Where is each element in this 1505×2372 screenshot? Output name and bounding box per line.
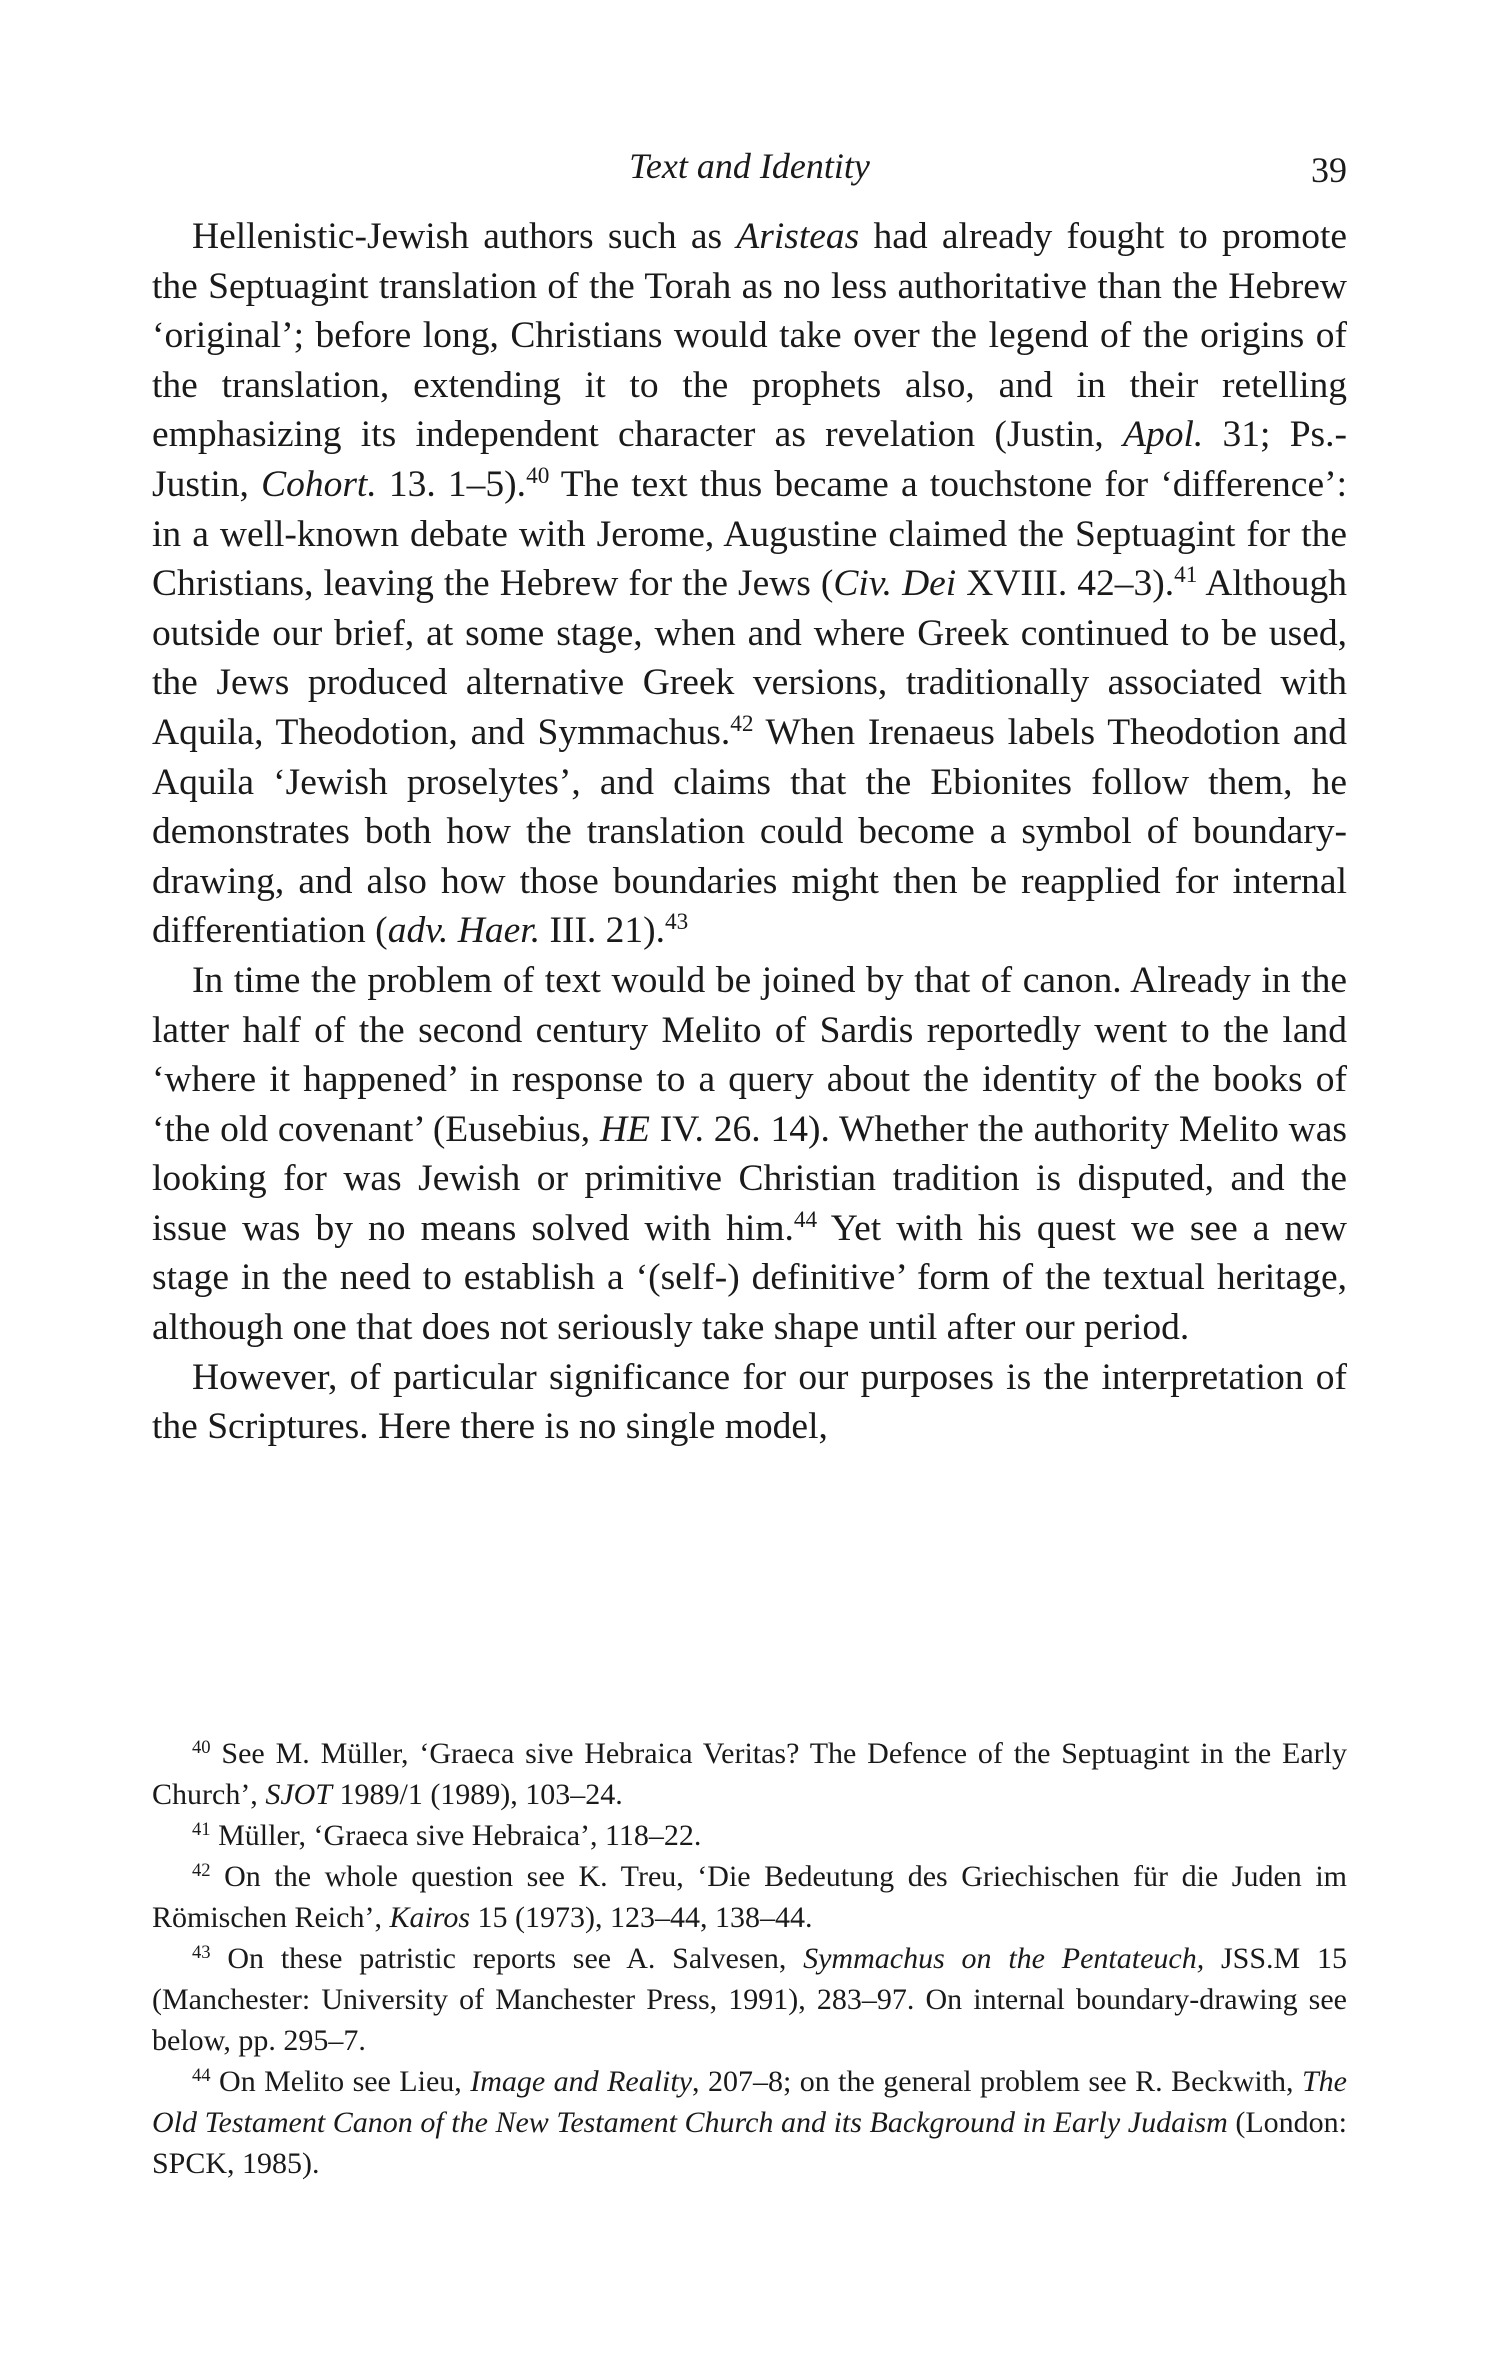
italic-title: Cohort. bbox=[261, 463, 377, 505]
italic-title: adv. Haer. bbox=[387, 910, 541, 952]
italic-title: Aristeas bbox=[736, 216, 860, 257]
text-run: On Melito see Lieu, bbox=[210, 2065, 471, 2098]
footnote-41 bbox=[152, 1815, 1347, 1856]
body-text bbox=[152, 212, 1347, 1452]
text-run: Although outside our brief, at some stage, when and where Greek continued to be used, the Jews produced alternative Greek versions, traditionally associated with Aquila, Theodotion, and Symmachus. bbox=[152, 563, 1347, 753]
text-run: In time the problem of text would be joined by that of canon. Already in the latter half of the second century Melito of Sardis reportedly went to the land ‘where it happened’ in response to a query about the identity of the books of ‘the old covenant’ (Eusebius, bbox=[152, 959, 1347, 1150]
text-run: (London: SPCK, 1985). bbox=[152, 2106, 1347, 2180]
footnote-ref-44[interactable]: 44 bbox=[793, 1207, 818, 1234]
footnote-44 bbox=[152, 2061, 1347, 2184]
text-run: Müller, ‘Graeca sive Hebraica’, 118–22. bbox=[210, 1819, 702, 1852]
text-run: JSS.M 15 (Manchester: University of Manchester Press, 1991), 283–97. On internal boundary-drawing see below, pp. 295–7. bbox=[152, 1942, 1347, 2057]
footnote-number: 43 bbox=[192, 1941, 211, 1963]
footnote-43 bbox=[152, 1938, 1347, 2061]
text-run: 1989/1 (1989), 103–24. bbox=[331, 1778, 623, 1811]
italic-title: Apol. bbox=[1123, 414, 1204, 456]
italic-title: SJOT bbox=[265, 1778, 332, 1811]
italic-title: HE bbox=[599, 1108, 650, 1150]
text-run: Yet with his quest we see a new stage in the need to establish a ‘(self-) definitive’ form of the textual heritage, although one that does not seriously take shape until after our period. bbox=[152, 1207, 1347, 1349]
text-run: 15 (1973), 123–44, 138–44. bbox=[470, 1901, 813, 1934]
footnote-number: 44 bbox=[192, 2064, 211, 2086]
footnote-ref-43[interactable]: 43 bbox=[665, 909, 689, 936]
text-run: IV. 26. 14). Whether the authority Melito was looking for was Jewish or primitive Christian tradition is disputed, and the issue was by no means solved with him. bbox=[152, 1108, 1347, 1249]
text-run: On the whole question see K. Treu, ‘Die Bedeutung des Griechischen für die Juden im Römischen Reich’, bbox=[152, 1860, 1347, 1934]
footnote-ref-42[interactable]: 42 bbox=[730, 711, 754, 738]
footnote-number: 41 bbox=[192, 1818, 211, 1840]
text-run: 13. 1–5). bbox=[376, 463, 527, 505]
italic-title: Symmachus on the Pentateuch, bbox=[803, 1942, 1205, 1975]
text-run: Hellenistic-Jewish authors such as bbox=[192, 216, 737, 257]
text-run: See M. Müller, ‘Graeca sive Hebraica Veritas? The Defence of the Septuagint in the Early Church’, bbox=[152, 1737, 1347, 1811]
footnote-ref-40[interactable]: 40 bbox=[526, 463, 550, 490]
text-run: However, of particular significance for our purposes is the interpretation of the Scriptures. Here there is no single model, bbox=[152, 1356, 1347, 1448]
text-run: 31; Ps.-Justin, bbox=[152, 414, 1347, 505]
footnote-number: 42 bbox=[192, 1859, 211, 1881]
text-run: The text thus became a touchstone for ‘difference’: in a well-known debate with Jerome, Augustine claimed the Septuagint for the Christians, leaving the Hebrew for the Jews ( bbox=[152, 463, 1347, 605]
footnote-40 bbox=[152, 1733, 1347, 1815]
italic-title: Image and Reality bbox=[470, 2065, 693, 2098]
page-number: 39 bbox=[1311, 150, 1347, 190]
text-run: III. 21). bbox=[540, 910, 666, 952]
footnote-ref-41[interactable]: 41 bbox=[1174, 562, 1198, 589]
italic-title: The Old Testament Canon of the New Testament Church and its Background in Early Judaism bbox=[152, 2065, 1347, 2139]
text-run: When Irenaeus labels Theodotion and Aquila ‘Jewish proselytes’, and claims that the Ebionites follow them, he demonstrates both how the translation could become a symbol of boundary-drawing, and also how those boundaries might then be reapplied for internal differentiation ( bbox=[152, 711, 1348, 952]
footnotes bbox=[152, 1733, 1347, 2184]
paragraph-2 bbox=[152, 956, 1347, 1353]
text-run: On these patristic reports see A. Salvesen, bbox=[210, 1942, 804, 1975]
italic-title: Kairos bbox=[389, 1901, 471, 1934]
footnote-42 bbox=[152, 1856, 1347, 1938]
running-title: Text and Identity bbox=[629, 146, 870, 186]
text-run: had already fought to promote the Septuagint translation of the Torah as no less authoritative than the Hebrew ‘original’; before long, Christians would take over the legend of the origins of the translation, extending it to the prophets also, and in their retelling emphasizing its independent character as revelation (Justin, bbox=[152, 216, 1348, 456]
text-run: XVIII. 42–3). bbox=[956, 563, 1175, 605]
page-header bbox=[152, 138, 1347, 194]
paragraph-3 bbox=[152, 1353, 1347, 1452]
text-run: , 207–8; on the general problem see R. Beckwith, bbox=[692, 2065, 1302, 2098]
footnote-number: 40 bbox=[192, 1736, 211, 1758]
italic-title: Civ. Dei bbox=[833, 563, 957, 605]
paragraph-1 bbox=[152, 212, 1347, 956]
